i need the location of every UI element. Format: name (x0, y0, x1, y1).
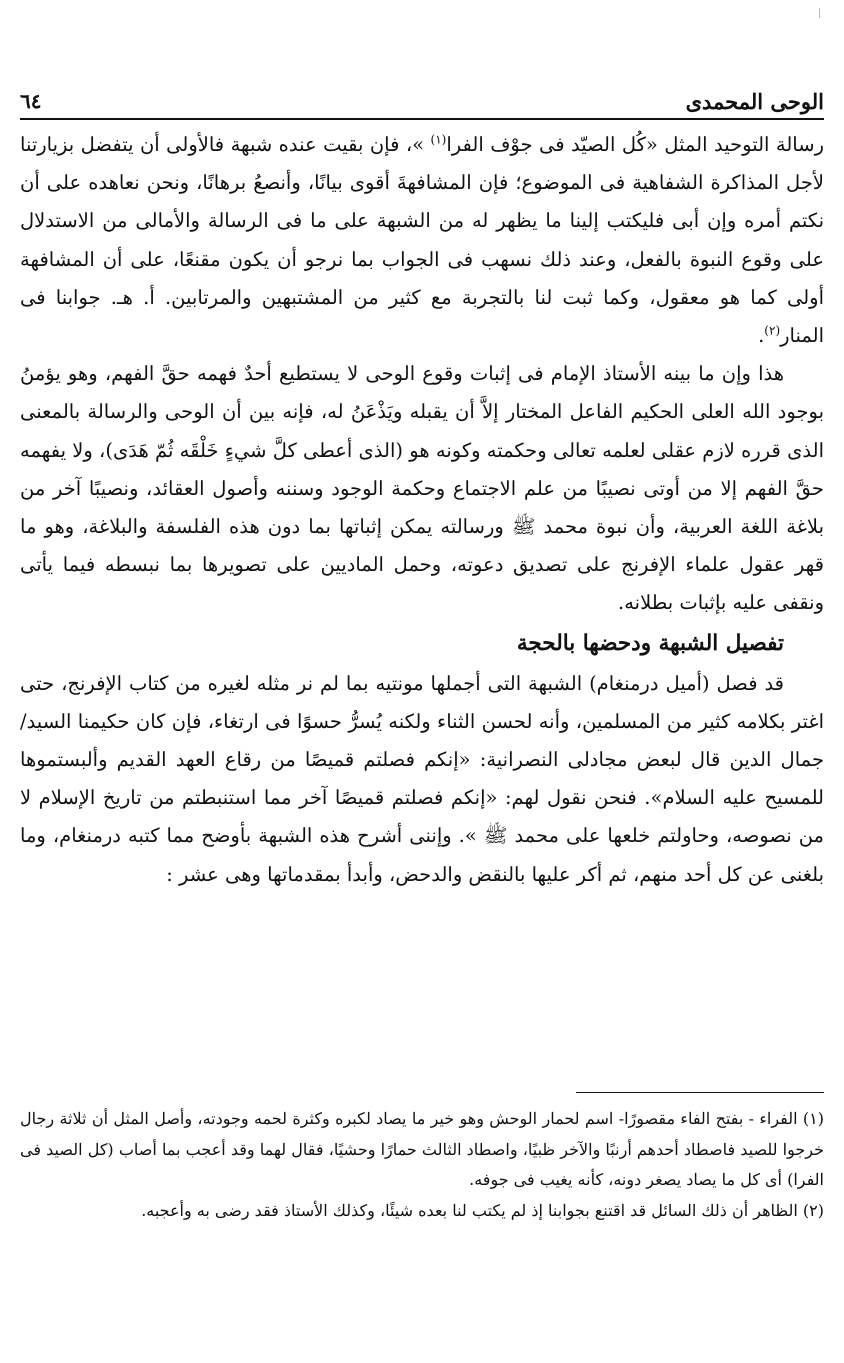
main-text (20, 126, 824, 894)
paragraph-text: رسالة التوحيد المثل «كُل الصيّد فى جوْف الفرا (446, 133, 824, 156)
paragraph-continuation (20, 126, 824, 355)
page-number: ٦٤ (20, 89, 42, 113)
section-heading: تفصيل الشبهة ودحضها بالحجة (516, 630, 784, 656)
paragraph-text: »، فإن بقيت عنده شبهة فالأولى أن يتفضل بزيارتنا لأجل المذاكرة الشفاهية فى الموضوع؛ فإن المشافهةَ أقوى بيانًا، وأنصعُ برهانًا، ونحن نعاهده على أن نكتم أمره وإن أبى فليكتب إلينا ما يظهر له من الشبهة على ما فى الرسالة والأمالى من الاستدلال على وقوع النبوة بالفعل، وعند ذلك نسهب فى الجواب بما نرجو أن يكون مقنعًا، على أن المشافهة أولى كما هو معقول، وكما ثبت لنا بالتجربة مع كثير من المشتبهين والمرتابين. أ. هـ. جوابنا فى المنار (20, 133, 824, 348)
running-header (20, 84, 824, 120)
footnote-1: (١) الفراء - بفتح الفاء مقصورًا- اسم لحمار الوحش وهو خير ما يصاد لكبره وكثرة لحمه وجودته، وأصل المثل أن ثلاثة رجال خرجوا للصيد فاصطاد أحدهم أرنبًا والآخر ظبيًا، واصطاد الثالث حمارًا وحشيًا، فقال لهما وقد أعجب بما أصاب (كل الصيد فى الفرا) أى كل ما يصاد يصغر دونه، كأنه يغيب فى جوفه. (20, 1109, 825, 1189)
paragraph-dermenghem: قد فصل (أميل درمنغام) الشبهة التى أجملها مونتيه بما لم نر مثله لغيره من كتاب الإفرنج، حتى اغتر بكلامه كثير من المسلمين، وأنه لحسن الثناء ولكنه يُسرُّ حسوًا فى ارتغاء، فإن كان حكيمنا السيد/ جمال الدين قال لبعض مجادلى النصرانية: «إنكم فصلتم قميصًا من رقاع العهد القديم وألبستموها للمسيح عليه السلام». فنحن نقول لهم: «إنكم فصلتم قميصًا آخر مما استنبطتم من تاريخ الإسلام لا من نصوصه، وحاولتم خلعها على محمد ﷺ ». وإننى أشرح هذه الشبهة بأوضح مما كتبه درمنغام، وما بلغنى عن كل أحد منهم، ثم أكر عليها بالنقض والدحض، وأبدأ بمقدماتها وهى عشر : (20, 671, 824, 886)
footnotes (20, 1104, 824, 1226)
footnote-2: (٢) الظاهر أن ذلك السائل قد اقتنع بجوابنا إذ لم يكتب لنا بعده شيئًا، وكذلك الأستاذ فقد رضى به وأعجبه. (141, 1200, 824, 1220)
footnote-separator (576, 1092, 824, 1093)
scan-edge-mark (819, 8, 820, 18)
footnote-reference-2[interactable]: (٢) (764, 323, 781, 338)
paragraph-wahy-proof: هذا وإن ما بينه الأستاذ الإمام فى إثبات وقوع الوحى لا يستطيع أحدٌ فهمه حقَّ الفهم، وهو يؤمنُ بوجود الله العلى الحكيم الفاعل المختار إلاَّ أن يقبله ويَذْعَنُ له، فإنه بين أن الوحى والرسالة بالمعنى الذى قرره لازم عقلى لعلمه تعالى وحكمته وكونه هو (الذى أعطى كلَّ شيءٍ خَلْقَه ثُمّ هَدَى)، ولا يفهمه حقَّ الفهم إلا من أوتى نصيبًا من علم الاجتماع وحكمة الوجود وسننه وأصول العقائد، ونصيبًا آخر من بلاغة اللغة العربية، وأن نبوة محمد ﷺ ورسالته يمكن إثباتها بما دون هذه الفلسفة والبلاغة، وهو ما قهر عقول علماء الإفرنج على تصديق دعوته، وحمل الماديين على تصويرها بما نبسطه فيما يأتى ونقفى عليه بإثبات بطلانه. (20, 362, 824, 615)
paragraph-end: . (758, 324, 765, 348)
footnote-reference-1[interactable]: (١) (430, 132, 447, 147)
running-title: الوحى المحمدى (685, 88, 824, 114)
